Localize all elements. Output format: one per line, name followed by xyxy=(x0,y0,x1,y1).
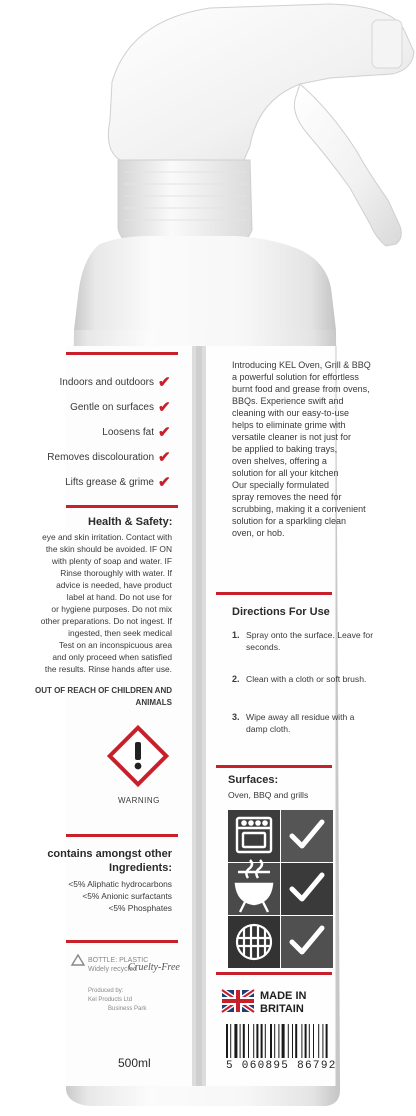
check-icon: ✔ xyxy=(158,374,171,391)
safety-line: the results. Rinse hands after use. xyxy=(44,664,172,674)
step-number: 1. xyxy=(232,630,240,640)
warning-label: WARNING xyxy=(118,796,160,805)
intro-line: BBQs. Experience swift and xyxy=(232,396,344,406)
barcode-bar xyxy=(322,1024,323,1058)
check-icon: ✔ xyxy=(158,399,171,416)
made-in-label: MADE IN xyxy=(260,990,307,1002)
cruelty-free-badge: Cruelty-Free xyxy=(128,962,180,973)
intro-line: scrubbing, making it a convenient xyxy=(232,504,366,514)
recycle-text: Widely recycled xyxy=(88,966,138,973)
intro-line: versatile cleaner is not just for xyxy=(232,432,352,442)
barcode-bar xyxy=(240,1024,241,1058)
made-in-label: BRITAIN xyxy=(260,1003,304,1015)
safety-line: the skin should be avoided. IF ON xyxy=(45,544,172,554)
barcode-bar xyxy=(253,1024,254,1058)
check-icon: ✔ xyxy=(158,449,171,466)
check-icon: ✔ xyxy=(158,474,171,491)
barcode-bar xyxy=(295,1024,297,1058)
check-icon: ✔ xyxy=(158,424,171,441)
safety-line: advice is needed, have product xyxy=(56,580,172,590)
intro-line: spray removes the need for xyxy=(232,492,342,502)
barcode-bar xyxy=(282,1024,285,1058)
intro-line: solution for a sparkling clean xyxy=(232,516,347,526)
bottle-shoulder xyxy=(74,236,336,330)
barcode-bar xyxy=(265,1024,266,1058)
keep-out-of-reach: OUT OF REACH OF CHILDREN AND xyxy=(34,686,172,695)
ingredients-heading: Ingredients: xyxy=(109,862,172,874)
directions-heading: Directions For Use xyxy=(232,606,330,618)
union-jack-flag xyxy=(222,990,254,1012)
intro-line: oven shelves, offering a xyxy=(232,456,327,466)
benefit-item: Loosens fat xyxy=(102,427,154,438)
intro-line: a powerful solution for effortless xyxy=(232,372,359,382)
benefit-item: Lifts grease & grime xyxy=(65,477,154,488)
step-text: Clean with a cloth or soft brush. xyxy=(246,674,367,684)
barcode-bar xyxy=(278,1024,279,1058)
barcode-bar xyxy=(230,1024,231,1058)
keep-out-of-reach: ANIMALS xyxy=(135,698,172,707)
nozzle-tip xyxy=(372,20,402,68)
ingredients-heading: contains amongst other xyxy=(47,848,172,860)
intro-line: Our specially formulated xyxy=(232,480,330,490)
step-number: 2. xyxy=(232,674,240,684)
surfaces-subtext: Oven, BBQ and grills xyxy=(228,790,309,800)
safety-line: and only proceed when satisfied xyxy=(52,652,172,662)
intro-line: solution for all your kitchen xyxy=(232,468,339,478)
barcode-bar xyxy=(234,1024,237,1058)
safety-line: eye and skin irritation. Contact with xyxy=(42,532,172,542)
barcode-bar xyxy=(292,1024,293,1058)
intro-line: be applied to baking trays, xyxy=(232,444,338,454)
step-number: 3. xyxy=(232,712,240,722)
step-text: damp cloth. xyxy=(246,724,291,734)
barcode-bar xyxy=(309,1024,310,1058)
address-line: Kel Products Ltd xyxy=(88,997,133,1003)
barcode-bar xyxy=(256,1024,258,1058)
barcode-bar xyxy=(326,1024,328,1058)
step-text: Spray onto the surface. Leave for xyxy=(246,630,374,640)
intro-line: Introducing KEL Oven, Grill & BBQ xyxy=(232,360,371,370)
surfaces-heading: Surfaces: xyxy=(228,774,279,786)
step-text: seconds. xyxy=(246,642,281,652)
safety-line: Rinse thoroughly with water. If xyxy=(60,568,172,578)
bottle-cap xyxy=(118,160,252,244)
intro-line: cleaning with our easy-to-use xyxy=(232,408,350,418)
safety-line: other preparations. Do not ingest. If xyxy=(40,616,172,626)
intro-line: oven, or hob. xyxy=(232,528,285,538)
barcode-bar xyxy=(305,1024,307,1058)
barcode-bar xyxy=(226,1024,228,1058)
address-line: Produced by: xyxy=(88,988,124,994)
barcode-bar xyxy=(248,1024,249,1058)
trigger-head xyxy=(108,4,414,160)
trigger-lever xyxy=(294,84,401,246)
barcode-bar xyxy=(301,1024,302,1058)
barcode-bar xyxy=(270,1024,272,1058)
ingredient-item: <5% Anionic surfactants xyxy=(82,891,172,901)
step-text: Wipe away all residue with a xyxy=(246,712,355,722)
address-line: Business Park xyxy=(108,1006,147,1012)
barcode-bar xyxy=(261,1024,263,1058)
safety-line: label at hand. Do not use for xyxy=(66,592,172,602)
barcode-bar xyxy=(243,1024,245,1058)
benefit-item: Indoors and outdoors xyxy=(59,377,154,388)
safety-line: or hygiene purposes. Do not mix xyxy=(51,604,172,614)
safety-line: ingested, then seek medical xyxy=(68,628,172,638)
benefit-item: Gentle on surfaces xyxy=(70,402,154,413)
recycle-text: BOTTLE: PLASTIC xyxy=(88,957,149,964)
benefit-item: Removes discolouration xyxy=(47,452,154,463)
barcode-bar xyxy=(313,1024,314,1058)
safety-line: with plenty of soap and water. IF xyxy=(51,556,172,566)
barcode-bar xyxy=(318,1024,319,1058)
barcode-number: 5 060895 86792 xyxy=(226,1060,337,1072)
intro-line: helps to eliminate grime with xyxy=(232,420,346,430)
barcode-bar xyxy=(288,1024,289,1058)
intro-line: burnt food and grease from ovens, xyxy=(232,384,370,394)
ingredient-item: <5% Phosphates xyxy=(108,903,172,913)
health-safety-heading: Health & Safety: xyxy=(88,516,173,528)
volume-label: 500ml xyxy=(118,1056,151,1070)
barcode-bar xyxy=(274,1024,275,1058)
ingredient-item: <5% Aliphatic hydrocarbons xyxy=(68,879,172,889)
safety-line: Test on an inconspicuous area xyxy=(58,640,172,650)
